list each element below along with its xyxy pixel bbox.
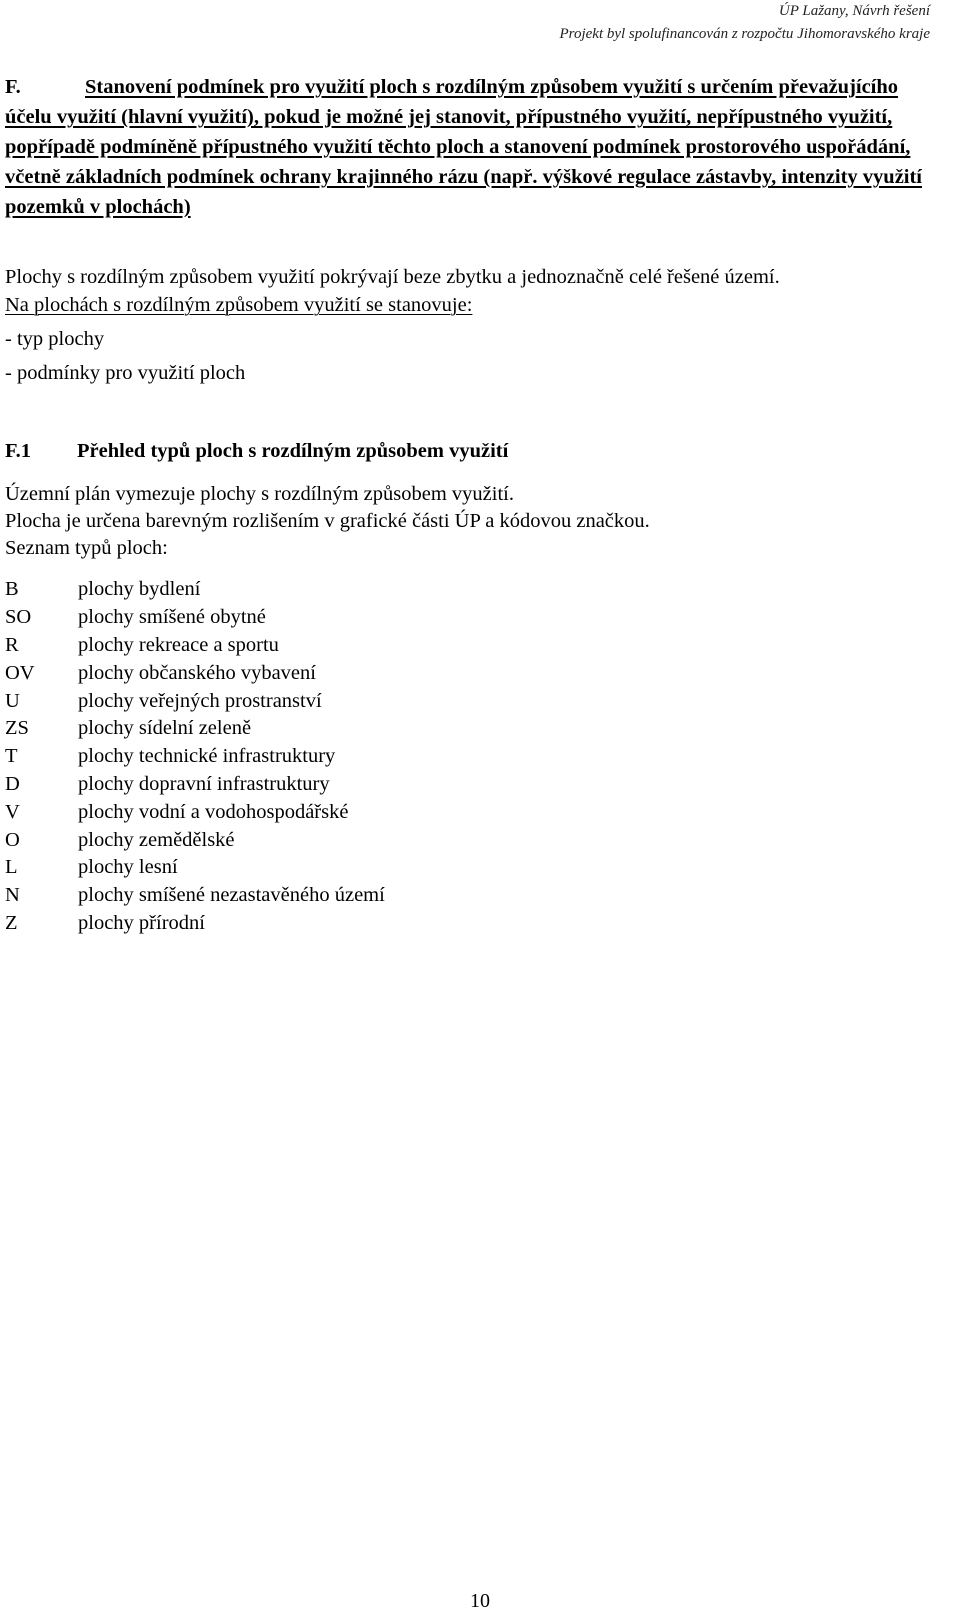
type-code: OV: [5, 661, 35, 684]
type-row: [5, 576, 385, 604]
type-row: [5, 910, 385, 938]
overview-line-1: Územní plán vymezuje plochy s rozdílným způsobem využití.: [5, 483, 514, 505]
overview-line-2: Plocha je určena barevným rozlišením v grafické části ÚP a kódovou značkou.: [5, 510, 650, 532]
type-name: plochy bydlení: [78, 578, 201, 601]
type-name: plochy veřejných prostranství: [78, 689, 322, 712]
type-name: plochy smíšené obytné: [78, 606, 266, 629]
type-row: [5, 632, 385, 660]
type-list: [5, 576, 385, 937]
type-code: R: [5, 633, 19, 656]
type-list-title: Seznam typů ploch:: [5, 537, 168, 559]
subsection-title: Přehled typů ploch s rozdílným způsobem využití: [77, 440, 509, 462]
type-row: [5, 798, 385, 826]
coverage-paragraph: Plochy s rozdílným způsobem využití pokrývají beze zbytku a jednoznačně celé řešené území.: [5, 266, 780, 288]
type-name: plochy technické infrastruktury: [78, 745, 336, 768]
type-name: plochy sídelní zeleně: [78, 717, 252, 740]
type-row: [5, 826, 385, 854]
type-name: plochy lesní: [78, 856, 178, 879]
type-code: N: [5, 884, 20, 907]
type-code: Z: [5, 911, 18, 934]
type-name: plochy vodní a vodohospodářské: [78, 800, 349, 823]
type-row: [5, 854, 385, 882]
type-code: V: [5, 800, 20, 823]
type-row: [5, 687, 385, 715]
header-funding-note: Projekt byl spolufinancován z rozpočtu Jihomoravského kraje: [559, 26, 930, 42]
header-project-title: ÚP Lažany, Návrh řešení: [778, 3, 930, 19]
type-code: T: [5, 745, 18, 768]
type-name: plochy rekreace a sportu: [78, 633, 279, 656]
establish-item-type: - typ plochy: [5, 328, 105, 350]
type-row: [5, 659, 385, 687]
type-code: O: [5, 828, 20, 851]
type-code: SO: [5, 606, 32, 629]
establishes-text: Na plochách s rozdílným způsobem využití se stanovuje:: [5, 294, 473, 316]
type-name: plochy smíšené nezastavěného území: [78, 884, 385, 907]
type-row: [5, 771, 385, 799]
establishes-paragraph: [5, 291, 472, 319]
type-code: ZS: [5, 717, 29, 740]
type-row: [5, 604, 385, 632]
type-code: B: [5, 578, 19, 601]
establish-item-conditions: - podmínky pro využití ploch: [5, 362, 246, 384]
type-row: [5, 743, 385, 771]
subsection-heading: [5, 437, 508, 465]
type-name: plochy přírodní: [78, 911, 205, 934]
type-code: L: [5, 856, 18, 879]
type-code: D: [5, 772, 20, 795]
type-name: plochy občanského vybavení: [78, 661, 316, 684]
type-name: plochy dopravní infrastruktury: [78, 772, 330, 795]
type-name: plochy zemědělské: [78, 828, 235, 851]
type-row: [5, 882, 385, 910]
type-code: U: [5, 689, 20, 712]
section-number: F.: [5, 76, 21, 98]
section-title: Stanovení podmínek pro využití ploch s rozdílným způsobem využití s určením převažujícího účelu využití (hlavní využití), pokud je možné jej stanovit, přípustného využití, nepřípustného využití, popřípadě podmíněně přípustného využití těchto ploch a stanovení podmínek prostorového uspořádání, včetně základních podmínek ochrany krajinného rázu (např. výškové regulace zástavby, intenzity využití pozemků v plochách): [5, 76, 923, 218]
page-number: 10: [470, 1590, 490, 1612]
page-header: [560, 0, 930, 46]
type-row: [5, 715, 385, 743]
section-heading: [5, 72, 935, 222]
subsection-number: F.1: [5, 440, 32, 462]
